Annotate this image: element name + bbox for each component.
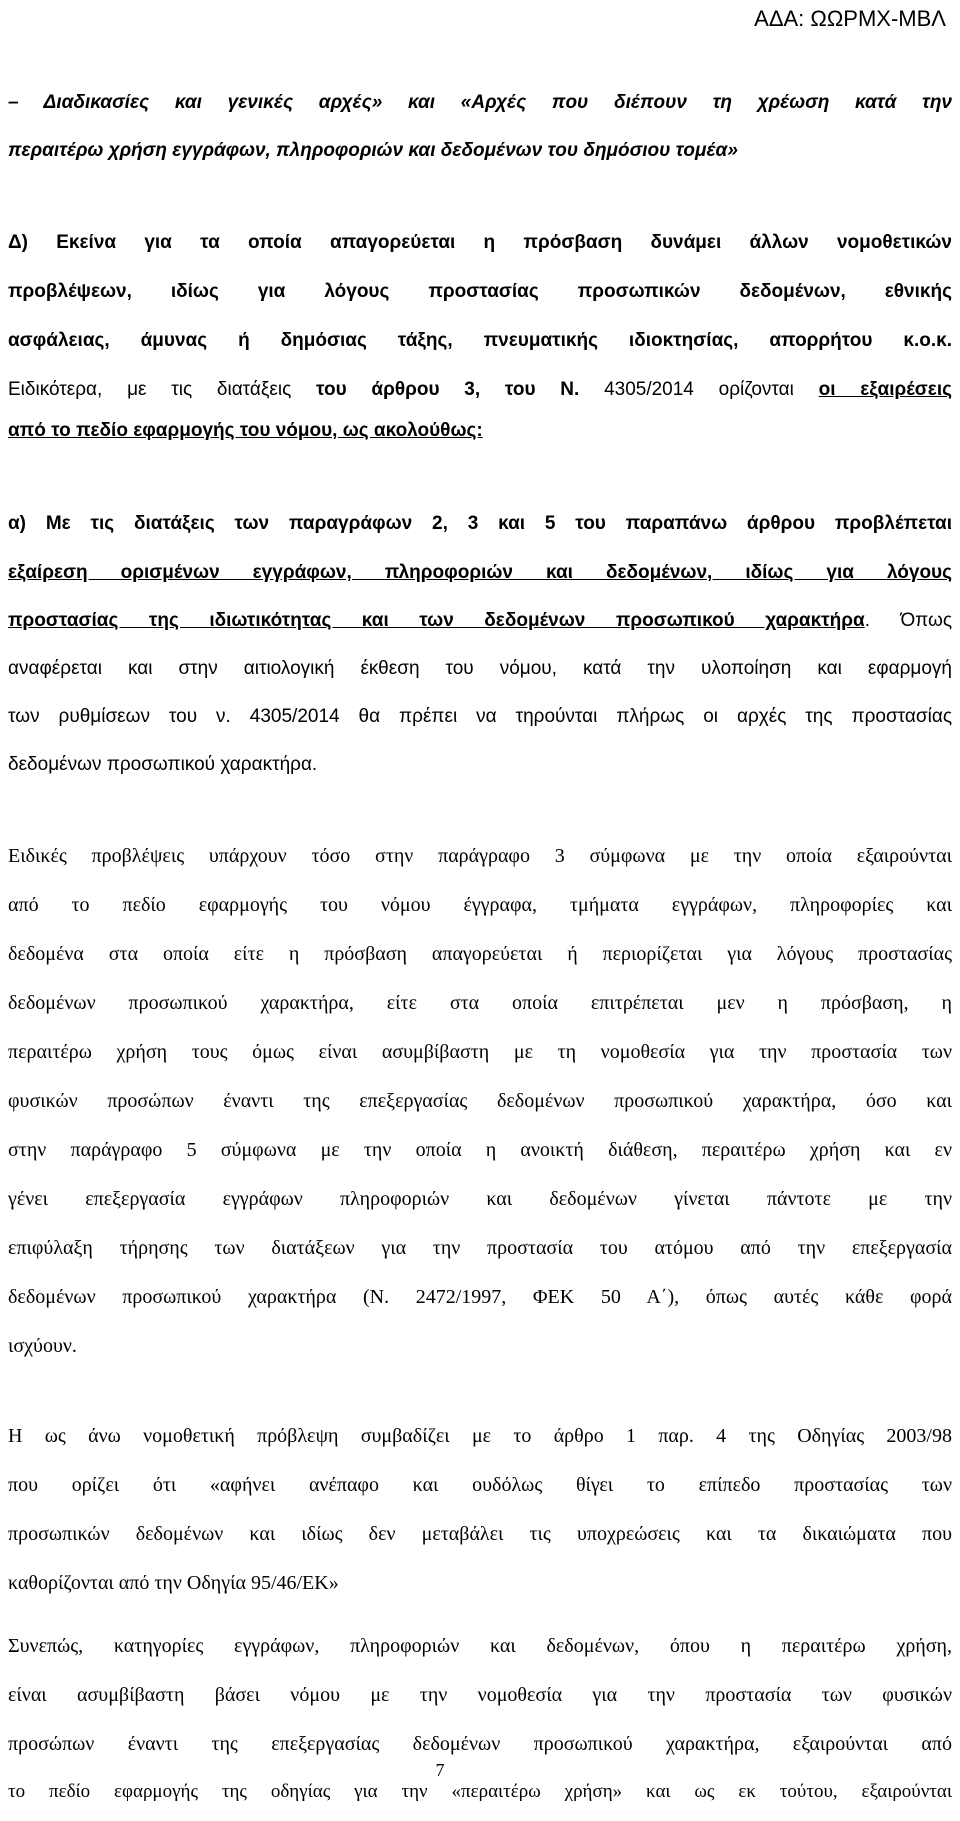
text-line: στην παράγραφο 5 σύμφωνα με την οποία η ανοικτή διάθεση, περαιτέρω χρήση και εν: [8, 1139, 952, 1161]
text-line: εξαίρεση ορισμένων εγγράφων, πληροφοριών και δεδομένων, ιδίως για λόγους: [8, 562, 952, 583]
text-line: καθορίζονται από την Οδηγία 95/46/ΕΚ»: [8, 1572, 339, 1594]
text-line: το πεδίο εφαρμογής της οδηγίας για την «περαιτέρω χρήση» και ως εκ τούτου, εξαιρούνται: [8, 1781, 952, 1802]
text-line: περαιτέρω χρήση τους όμως είναι ασυμβίβαστη με τη νομοθεσία για την προστασία των: [8, 1041, 952, 1063]
ada-code: ΑΔΑ: ΩΩΡΜΧ-ΜΒΛ: [754, 6, 946, 31]
text-line: γένει επεξεργασία εγγράφων πληροφοριών και δεδομένων γίνεται πάντοτε με την: [8, 1188, 952, 1210]
text-line: [8, 379, 952, 402]
text-line: που ορίζει ότι «αφήνει ανέπαφο και ουδόλως θίγει το επίπεδο προστασίας των: [8, 1474, 952, 1496]
text-line: προβλέψεων, ιδίως για λόγους προστασίας προσωπικών δεδομένων, εθνικής: [8, 281, 952, 302]
text-line: – Διαδικασίες και γενικές αρχές» και «Αρχές που διέπουν τη χρέωση κατά την: [8, 92, 952, 113]
text-span: 4305/2014 ορίζονται: [579, 379, 819, 400]
text-line: δεδομένων προσωπικού χαρακτήρα.: [8, 754, 318, 775]
text-line: από το πεδίο εφαρμογής του νόμου έγγραφα, τμήματα εγγράφων, πληροφορίες και: [8, 894, 952, 916]
text-line: από το πεδίο εφαρμογής του νόμου, ως ακολούθως:: [8, 420, 483, 441]
text-line: Συνεπώς, κατηγορίες εγγράφων, πληροφοριών και δεδομένων, όπου η περαιτέρω χρήση,: [8, 1635, 952, 1657]
text-line: α) Με τις διατάξεις των παραγράφων 2, 3 και 5 του παραπάνω άρθρου προβλέπεται: [8, 513, 952, 534]
text-line: [8, 610, 952, 633]
text-line: αναφέρεται και στην αιτιολογική έκθεση του νόμου, κατά την υλοποίηση και εφαρμογή: [8, 658, 952, 679]
text-line: προσωπικών δεδομένων και ιδίως δεν μεταβάλει τις υποχρεώσεις και τα δικαιώματα που: [8, 1523, 952, 1545]
text-span: Ειδικότερα, με τις διατάξεις: [8, 379, 317, 400]
page-number: 7: [435, 1760, 445, 1780]
text-span: του άρθρου 3, του Ν.: [316, 379, 580, 400]
text-line: των ρυθμίσεων του ν. 4305/2014 θα πρέπει να τηρούνται πλήρως οι αρχές της προστασίας: [8, 706, 952, 727]
text-line: προσώπων έναντι της επεξεργασίας δεδομένων προσωπικού χαρακτήρα, εξαιρούνται από: [8, 1733, 952, 1755]
text-line: φυσικών προσώπων έναντι της επεξεργασίας δεδομένων προσωπικού χαρακτήρα, όσο και: [8, 1090, 952, 1112]
text-line: δεδομένων προσωπικού χαρακτήρα (Ν. 2472/1997, ΦΕΚ 50 Α΄), όπως αυτές κάθε φορά: [8, 1286, 952, 1308]
text-line: ισχύουν.: [8, 1335, 77, 1357]
text-line: δεδομένων προσωπικού χαρακτήρα, είτε στα οποία επιτρέπεται μεν η πρόσβαση, η: [8, 992, 952, 1014]
text-line: Η ως άνω νομοθετική πρόβλεψη συμβαδίζει με το άρθρο 1 παρ. 4 της Οδηγίας 2003/98: [8, 1425, 952, 1447]
text-line: είναι ασυμβίβαστη βάσει νόμου με την νομοθεσία για την προστασία των φυσικών: [8, 1684, 952, 1706]
text-span: . Όπως: [864, 610, 953, 631]
text-line: δεδομένα στα οποία είτε η πρόσβαση απαγορεύεται ή περιορίζεται για λόγους προστασίας: [8, 943, 952, 965]
text-line: ασφάλειας, άμυνας ή δημόσιας τάξης, πνευματικής ιδιοκτησίας, απορρήτου κ.ο.κ.: [8, 330, 952, 351]
text-line: περαιτέρω χρήση εγγράφων, πληροφοριών και δεδομένων του δημόσιου τομέα»: [8, 140, 738, 161]
text-line: Ειδικές προβλέψεις υπάρχουν τόσο στην παράγραφο 3 σύμφωνα με την οποία εξαιρούνται: [8, 845, 952, 867]
text-line: Δ) Εκείνα για τα οποία απαγορεύεται η πρόσβαση δυνάμει άλλων νομοθετικών: [8, 232, 952, 253]
text-span: προστασίας της ιδιωτικότητας και των δεδομένων προσωπικού χαρακτήρα: [8, 610, 865, 631]
text-span: οι εξαιρέσεις: [818, 379, 952, 400]
text-line: επιφύλαξη τήρησης των διατάξεων για την προστασία του ατόμου από την επεξεργασία: [8, 1237, 952, 1259]
